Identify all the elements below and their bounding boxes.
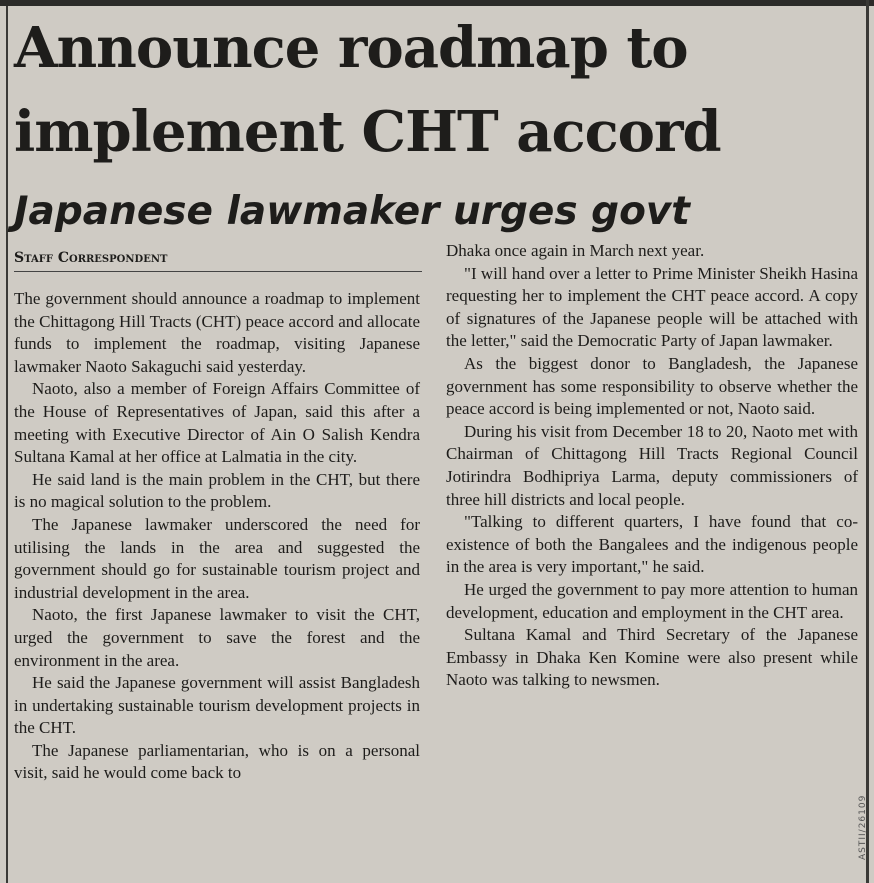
paragraph: The government should announce a roadmap to implement the Chittagong Hill Tracts (CHT) peace accord and allocate funds to implement the roadmap, visiting Japanese lawmaker Naoto Sakaguchi said yesterday. xyxy=(14,289,420,376)
paragraph: He urged the government to pay more attention to human development, education and employment in the CHT area. xyxy=(446,579,858,622)
paragraph: Dhaka once again in March next year. xyxy=(446,241,705,260)
paragraph: "I will hand over a letter to Prime Minister Sheikh Hasina requesting her to implement the CHT peace accord. A copy of signatures of the Japanese people will be attached with the letter," said the Democratic Party of Japan lawmaker. xyxy=(446,263,858,351)
subheadline: Japanese lawmaker urges govt xyxy=(14,189,690,234)
right-border-rule xyxy=(866,0,869,883)
paragraph: During his visit from December 18 to 20, Naoto met with Chairman of Chittagong Hill Tracts Regional Council Jotirindra Bodhipriya Larma, deputy commissioners of three hill districts and local people. xyxy=(446,421,858,509)
paragraph: "Talking to different quarters, I have found that co-existence of both the Bangalees and the indigenous people in the area is very important," he said. xyxy=(446,512,858,577)
article-column-left xyxy=(14,288,420,785)
paragraph: Sultana Kamal and Third Secretary of the Japanese Embassy in Dhaka Ken Komine were also present while Naoto was talking to newsmen. xyxy=(446,625,858,690)
paragraph: He said land is the main problem in the CHT, but there is no magical solution to the problem. xyxy=(14,469,420,512)
paragraph: He said the Japanese government will assist Bangladesh in undertaking sustainable tourism development projects in the CHT. xyxy=(14,673,420,738)
paragraph: Naoto, the first Japanese lawmaker to visit the CHT, urged the government to save the forest and the environment in the area. xyxy=(14,605,420,670)
byline: Staff Correspondent xyxy=(14,250,168,266)
archive-stamp: ASTII/26109 xyxy=(858,794,868,860)
byline-divider xyxy=(14,271,422,272)
left-border-rule xyxy=(6,6,8,883)
paragraph: The Japanese parliamentarian, who is on a personal visit, said he would come back to xyxy=(14,740,420,783)
headline: Announce roadmap to implement CHT accord xyxy=(14,15,721,165)
paragraph: As the biggest donor to Bangladesh, the Japanese government has some responsibility to observe whether the peace accord is being implemented or not, Naoto said. xyxy=(446,353,858,419)
paragraph: Naoto, also a member of Foreign Affairs Committee of the House of Representatives of Japan, said this after a meeting with Executive Director of Ain O Salish Kendra Sultana Kamal at her office at Lalmatia in the city. xyxy=(14,379,420,467)
paragraph: The Japanese lawmaker underscored the need for utilising the lands in the area and suggested the government should go for sustainable tourism project and industrial development in the area. xyxy=(14,514,420,602)
article-column-right xyxy=(446,240,858,692)
